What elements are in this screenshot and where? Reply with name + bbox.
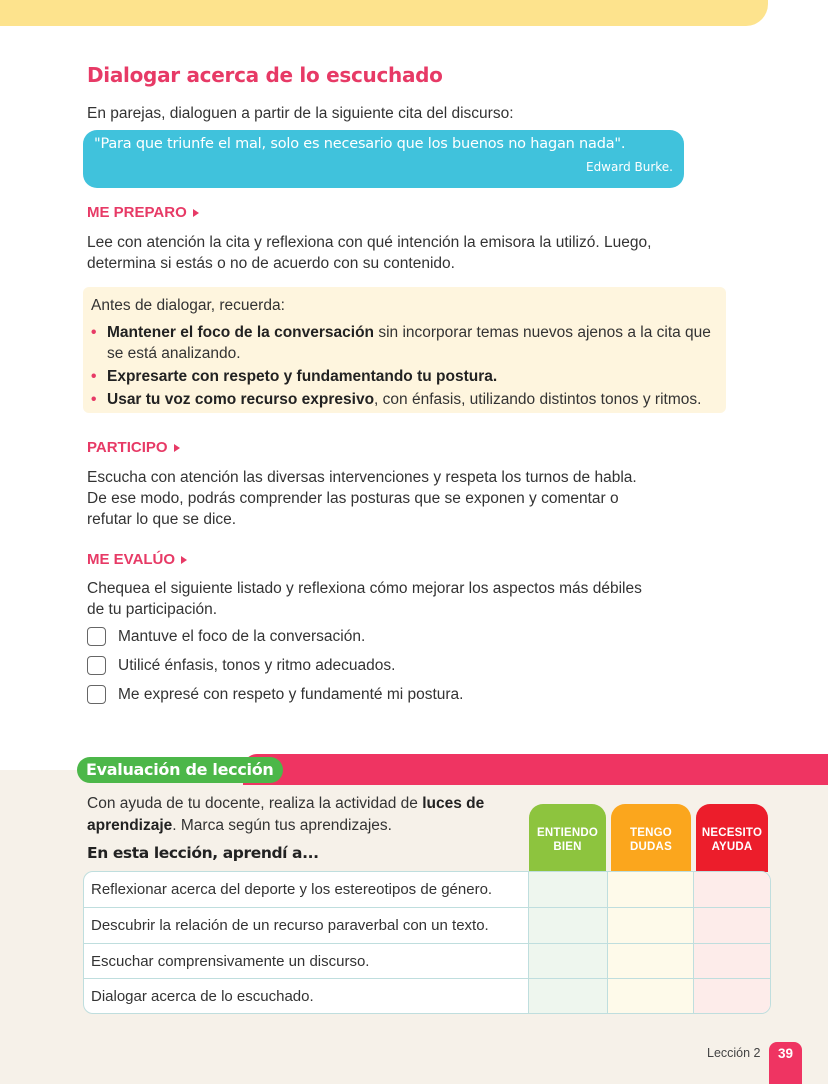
remember-item xyxy=(91,366,731,387)
remember-item xyxy=(91,322,731,364)
triangle-right-icon xyxy=(193,209,199,217)
quote-text: "Para que triunfe el mal, solo es necesario que los buenos no hagan nada". xyxy=(94,136,626,152)
evaluation-band xyxy=(243,754,828,785)
remember-box xyxy=(83,287,726,413)
table-row xyxy=(84,943,771,979)
column-header-entiendo-bien xyxy=(529,804,606,872)
cell-necesito-ayuda[interactable] xyxy=(694,979,771,1014)
checklist-label: Utilicé énfasis, tonos y ritmo adecuados. xyxy=(118,656,396,674)
row-label: Dialogar acerca de lo escuchado. xyxy=(84,979,529,1014)
checklist-item[interactable] xyxy=(87,627,365,646)
participo-line3: refutar lo que se dice. xyxy=(87,511,237,528)
column-header-line2: BIEN xyxy=(553,841,582,853)
remember-item-bold: Expresarte con respeto y fundamentando tu postura. xyxy=(107,368,498,385)
cell-necesito-ayuda[interactable] xyxy=(694,908,771,943)
evaluation-intro-post: . Marca según tus aprendizajes. xyxy=(172,817,392,834)
cell-tengo-dudas[interactable] xyxy=(608,979,694,1014)
remember-list xyxy=(91,322,731,412)
column-header-line2: DUDAS xyxy=(630,841,672,853)
section-title: Dialogar acerca de lo escuchado xyxy=(87,63,443,87)
evaluation-intro-pre: Con ayuda de tu docente, realiza la actividad de xyxy=(87,795,423,812)
page-number: 39 xyxy=(769,1042,802,1084)
footer-lesson: Lección 2 xyxy=(707,1046,761,1060)
column-header-line1: TENGO xyxy=(630,827,672,839)
cell-necesito-ayuda[interactable] xyxy=(694,944,771,979)
cell-entiendo-bien[interactable] xyxy=(529,979,608,1014)
bullet-icon: • xyxy=(91,324,97,341)
participo-heading xyxy=(87,439,180,456)
evaluation-table xyxy=(83,871,771,1014)
participo-line2: De ese modo, podrás comprender las posturas que se exponen y comentar o xyxy=(87,490,619,507)
me-evaluo-heading xyxy=(87,551,187,568)
me-preparo-label: ME PREPARO xyxy=(87,204,187,221)
column-header-line2: AYUDA xyxy=(711,841,753,853)
checkbox[interactable] xyxy=(87,685,106,704)
participo-label: PARTICIPO xyxy=(87,439,168,456)
me-evaluo-line2: de tu participación. xyxy=(87,601,218,618)
checklist-label: Mantuve el foco de la conversación. xyxy=(118,627,366,645)
quote-author: Edward Burke. xyxy=(585,160,673,174)
remember-title: Antes de dialogar, recuerda: xyxy=(91,297,285,314)
evaluation-intro-bold: luces de aprendizaje xyxy=(87,795,485,834)
cell-tengo-dudas[interactable] xyxy=(608,908,694,943)
cell-entiendo-bien[interactable] xyxy=(529,872,608,908)
row-label: Descubrir la relación de un recurso paraverbal con un texto. xyxy=(84,908,529,943)
checklist-item[interactable] xyxy=(87,685,464,704)
me-preparo-line2: determina si estás o no de acuerdo con su contenido. xyxy=(87,255,455,272)
participo-line1: Escucha con atención las diversas intervenciones y respeta los turnos de habla. xyxy=(87,469,637,486)
me-evaluo-label: ME EVALÚO xyxy=(87,551,176,568)
evaluation-title: Evaluación de lección xyxy=(77,757,283,783)
cell-entiendo-bien[interactable] xyxy=(529,908,608,943)
row-label: Reflexionar acerca del deporte y los estereotipos de género. xyxy=(84,872,529,908)
triangle-right-icon xyxy=(174,444,180,452)
bullet-icon: • xyxy=(91,391,97,408)
remember-item xyxy=(91,389,731,410)
quote-box xyxy=(83,130,684,188)
column-header-tengo-dudas xyxy=(611,804,691,872)
column-header-necesito-ayuda xyxy=(696,804,768,872)
top-banner xyxy=(0,0,768,26)
remember-item-rest: , con énfasis, utilizando distintos tonos y ritmos. xyxy=(374,391,702,408)
checklist-label: Me expresé con respeto y fundamenté mi postura. xyxy=(118,685,464,703)
remember-item-rest: sin incorporar temas nuevos ajenos a la cita que se está analizando. xyxy=(107,324,711,362)
cell-necesito-ayuda[interactable] xyxy=(694,872,771,908)
me-preparo-heading xyxy=(87,204,199,221)
bullet-icon: • xyxy=(91,368,97,385)
triangle-right-icon xyxy=(181,556,187,564)
column-header-line1: ENTIENDO xyxy=(536,827,599,839)
cell-entiendo-bien[interactable] xyxy=(529,944,608,979)
cell-tengo-dudas[interactable] xyxy=(608,944,694,979)
column-header-line1: NECESITO xyxy=(701,827,763,839)
checkbox[interactable] xyxy=(87,627,106,646)
table-row xyxy=(84,978,771,1014)
remember-item-bold: Mantener el foco de la conversación xyxy=(107,324,375,341)
section-intro: En parejas, dialoguen a partir de la siguiente cita del discurso: xyxy=(87,105,514,122)
table-row xyxy=(84,907,771,943)
checklist-item[interactable] xyxy=(87,656,395,675)
checkbox[interactable] xyxy=(87,656,106,675)
cell-tengo-dudas[interactable] xyxy=(608,872,694,908)
row-label: Escuchar comprensivamente un discurso. xyxy=(84,944,529,979)
me-evaluo-line1: Chequea el siguiente listado y reflexiona cómo mejorar los aspectos más débiles xyxy=(87,580,642,597)
remember-item-bold: Usar tu voz como recurso expresivo xyxy=(107,391,375,408)
table-row xyxy=(84,872,771,908)
evaluation-subheading: En esta lección, aprendí a... xyxy=(87,844,319,862)
evaluation-intro xyxy=(87,793,517,837)
me-preparo-line1: Lee con atención la cita y reflexiona con qué intención la emisora la utilizó. Luego, xyxy=(87,234,652,251)
